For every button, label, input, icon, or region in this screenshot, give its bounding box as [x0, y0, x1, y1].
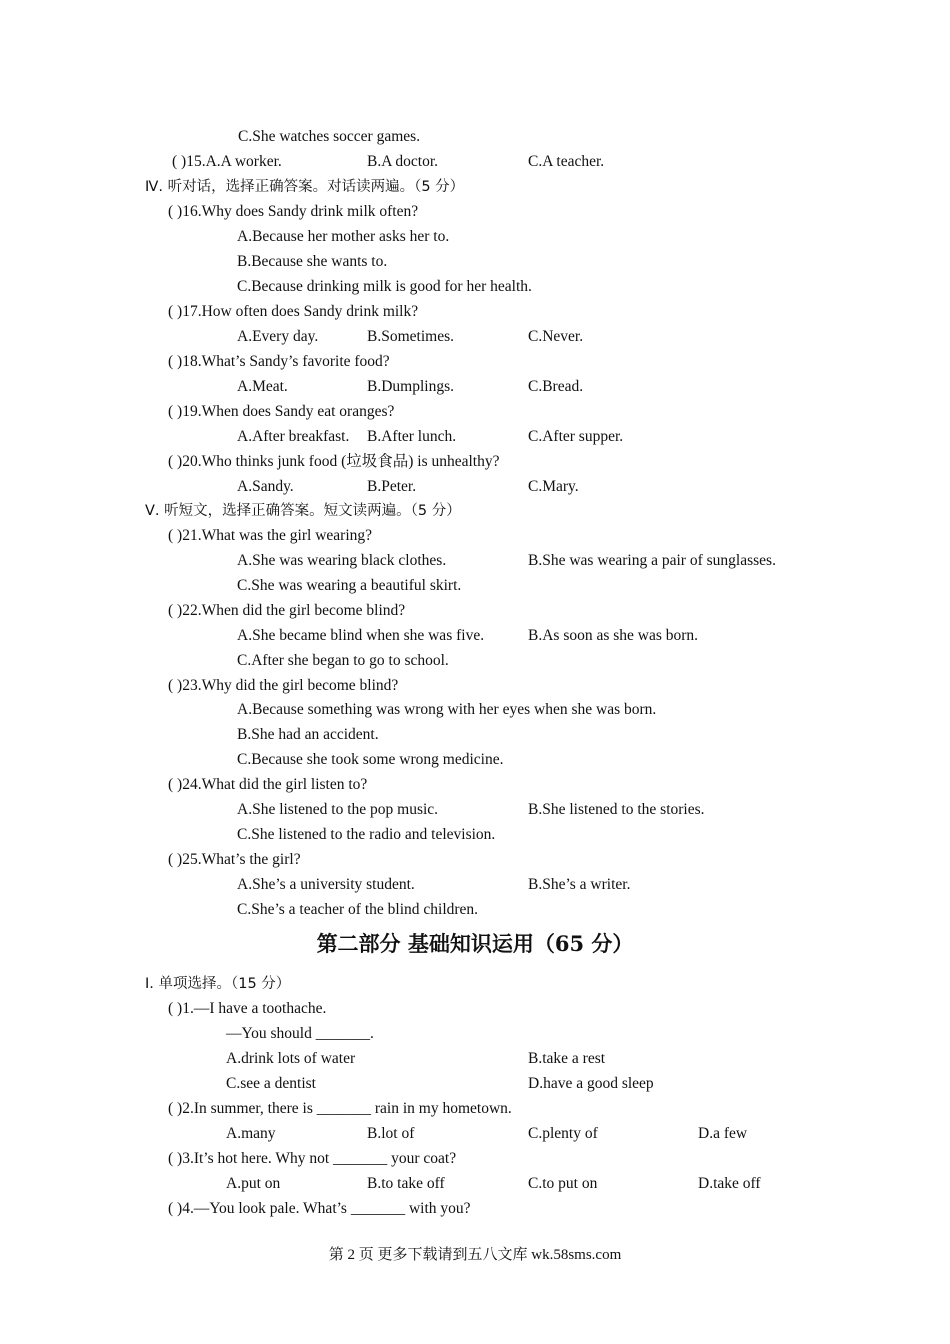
- text-line: A.many: [226, 1125, 276, 1142]
- text-line: A.Sandy.: [237, 478, 294, 495]
- text-line: —You should _______.: [226, 1025, 374, 1042]
- section-instruction: Ⅴ. 听短文，选择正确答案。短文读两遍。（5 分）: [145, 503, 461, 519]
- text-line: D.take off: [698, 1175, 761, 1192]
- text-line: C.Mary.: [528, 478, 579, 495]
- section-heading: 第二部分 基础知识运用（65 分）: [316, 931, 634, 956]
- text-line: C.to put on: [528, 1175, 598, 1192]
- text-line: A.Because something was wrong with her eyes when she was born.: [237, 701, 657, 718]
- text-line: C.plenty of: [528, 1125, 598, 1142]
- text-line: ( )25.What’s the girl?: [168, 851, 301, 868]
- text-line: C.She listened to the radio and television.: [237, 826, 496, 843]
- text-line: A.After breakfast.: [237, 428, 350, 445]
- text-line: C.Bread.: [528, 378, 584, 395]
- text-line: A.She listened to the pop music.: [237, 801, 439, 818]
- text-line: ( )17.How often does Sandy drink milk?: [168, 303, 419, 320]
- text-line: ( )3.It’s hot here. Why not _______ your coat?: [168, 1150, 457, 1167]
- text-line: C.She was wearing a beautiful skirt.: [237, 577, 462, 594]
- text-line: B.Sometimes.: [367, 328, 454, 345]
- text-line: C.She’s a teacher of the blind children.: [237, 901, 479, 918]
- text-line: ( )4.—You look pale. What’s _______ with you?: [168, 1200, 471, 1217]
- text-line: B.As soon as she was born.: [528, 627, 699, 644]
- section-instruction: Ⅰ. 单项选择。（15 分）: [145, 976, 291, 992]
- text-line: A.drink lots of water: [226, 1050, 356, 1067]
- text-line: ( )20.Who thinks junk food (垃圾食品) is unhealthy?: [168, 453, 500, 470]
- text-line: C.After supper.: [528, 428, 624, 445]
- text-line: A.put on: [226, 1175, 281, 1192]
- text-line: A.Because her mother asks her to.: [237, 228, 450, 245]
- text-line: A.She’s a university student.: [237, 876, 415, 893]
- text-line: B.Peter.: [367, 478, 417, 495]
- text-line: B.to take off: [367, 1175, 445, 1192]
- text-line: B.She listened to the stories.: [528, 801, 705, 818]
- text-line: C.A teacher.: [528, 153, 605, 170]
- section-instruction: Ⅳ. 听对话，选择正确答案。对话读两遍。（5 分）: [145, 179, 465, 195]
- text-line: B.A doctor.: [367, 153, 439, 170]
- text-line: B.lot of: [367, 1125, 415, 1142]
- text-line: C.After she began to go to school.: [237, 652, 449, 669]
- text-line: B.Because she wants to.: [237, 253, 388, 270]
- text-line: ( )23.Why did the girl become blind?: [168, 677, 399, 694]
- text-line: B.take a rest: [528, 1050, 606, 1067]
- text-line: ( )15.A.A worker.: [172, 153, 282, 170]
- text-line: ( )19.When does Sandy eat oranges?: [168, 403, 395, 420]
- text-line: ( )18.What’s Sandy’s favorite food?: [168, 353, 390, 370]
- text-line: B.She was wearing a pair of sunglasses.: [528, 552, 776, 569]
- text-line: D.have a good sleep: [528, 1075, 654, 1092]
- text-line: A.She was wearing black clothes.: [237, 552, 447, 569]
- text-line: B.After lunch.: [367, 428, 457, 445]
- page-footer: 第 2 页 更多下载请到五八文库 wk.58sms.com: [328, 1247, 622, 1263]
- text-line: ( )2.In summer, there is _______ rain in my hometown.: [168, 1100, 512, 1117]
- text-line: B.She’s a writer.: [528, 876, 631, 893]
- text-line: ( )24.What did the girl listen to?: [168, 776, 368, 793]
- text-line: ( )22.When did the girl become blind?: [168, 602, 406, 619]
- text-line: C.She watches soccer games.: [238, 128, 421, 145]
- text-line: ( )21.What was the girl wearing?: [168, 527, 373, 544]
- text-line: C.see a dentist: [226, 1075, 316, 1092]
- text-line: C.Because drinking milk is good for her health.: [237, 278, 532, 295]
- text-line: C.Never.: [528, 328, 584, 345]
- text-line: ( )1.—I have a toothache.: [168, 1000, 327, 1017]
- text-line: A.She became blind when she was five.: [237, 627, 485, 644]
- text-line: C.Because she took some wrong medicine.: [237, 751, 504, 768]
- text-line: ( )16.Why does Sandy drink milk often?: [168, 203, 419, 220]
- text-line: A.Every day.: [237, 328, 319, 345]
- text-line: A.Meat.: [237, 378, 288, 395]
- text-line: B.Dumplings.: [367, 378, 454, 395]
- text-line: D.a few: [698, 1125, 748, 1142]
- text-line: B.She had an accident.: [237, 726, 379, 743]
